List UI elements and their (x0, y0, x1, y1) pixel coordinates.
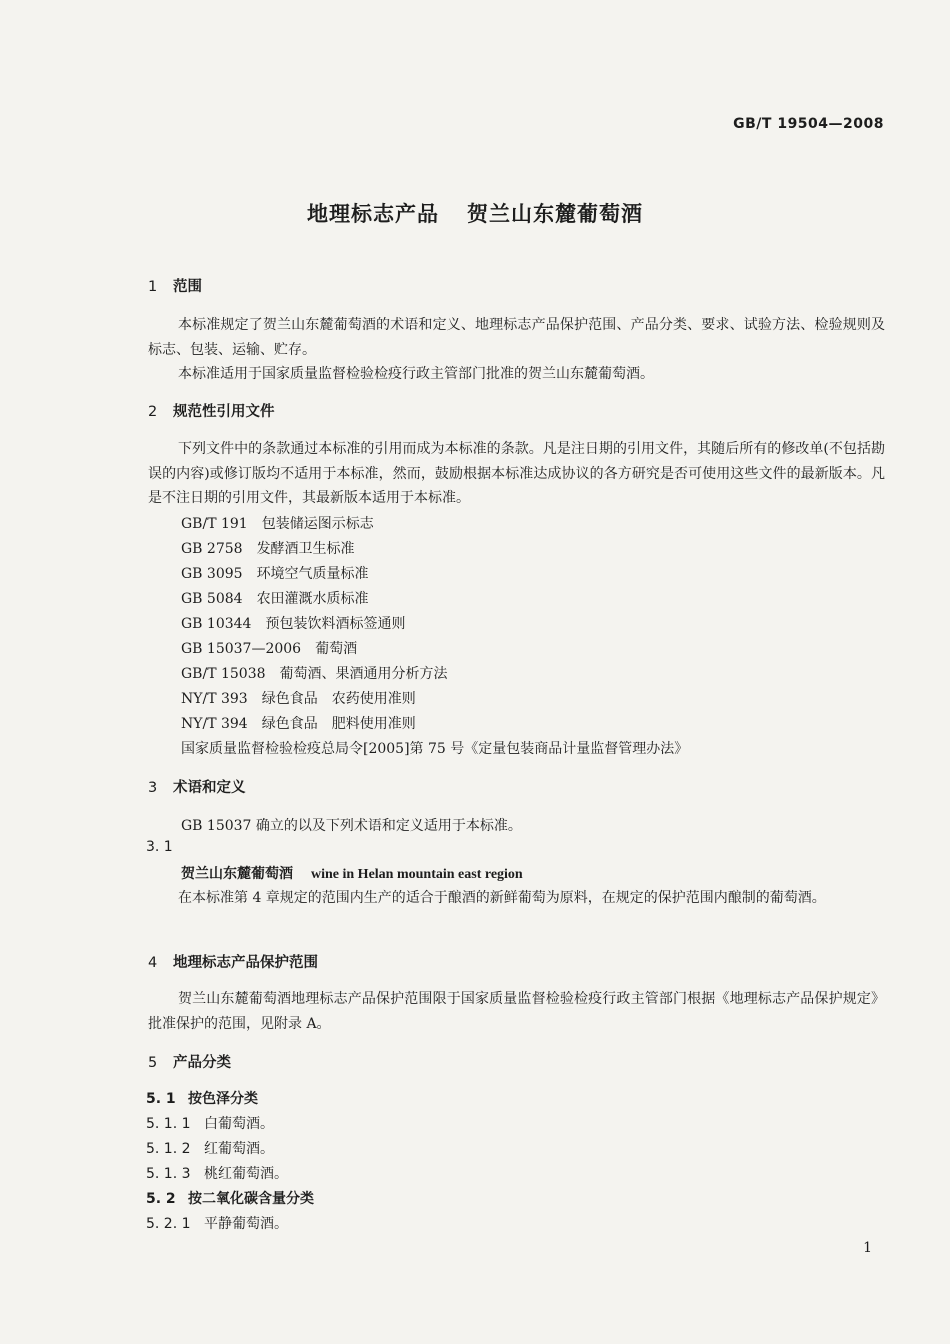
section-title: 范围 (173, 279, 202, 295)
reference-name: 发酵酒卫生标准 (256, 541, 355, 557)
section-3-heading (148, 776, 246, 797)
section-1-paragraph-2: 本标准适用于国家质量监督检验检疫行政主管部门批准的贺兰山东麓葡萄酒。 (178, 366, 654, 382)
subsection-number: 5. 1. 1 (146, 1116, 191, 1132)
section-title: 术语和定义 (173, 780, 246, 796)
subsection-title: 按二氧化碳含量分类 (188, 1191, 314, 1207)
reference-name: 绿色食品 肥料使用准则 (261, 716, 416, 732)
page-number: 1 (863, 1240, 872, 1256)
subsection-text: 平静葡萄酒。 (204, 1216, 288, 1232)
reference-item (181, 513, 374, 533)
section-title: 规范性引用文件 (173, 404, 275, 420)
reference-name: 预包装饮料酒标签通则 (265, 616, 406, 632)
reference-name: 农田灌溉水质标准 (256, 591, 369, 607)
reference-name: 绿色食品 农药使用准则 (261, 691, 416, 707)
term-english: wine in Helan mountain east region (311, 867, 523, 882)
reference-item (181, 638, 357, 658)
section-1-paragraph-1: 本标准规定了贺兰山东麓葡萄酒的术语和定义、地理标志产品保护范围、产品分类、要求、试验方法、检验规则及标志、包装、运输、贮存。 (148, 317, 885, 358)
subsection-text: 桃红葡萄酒。 (204, 1166, 288, 1182)
subsection-3-1-number: 3. 1 (146, 839, 173, 855)
subsection-number: 5. 1. 3 (146, 1166, 191, 1182)
document-title (0, 198, 950, 228)
subsection-number: 5. 1 (146, 1091, 176, 1107)
reference-name: 葡萄酒、果酒通用分析方法 (279, 666, 448, 682)
subsection-5-1-1 (146, 1113, 274, 1133)
section-3-paragraph-1: GB 15037 确立的以及下列术语和定义适用于本标准。 (181, 818, 522, 834)
reference-item (181, 688, 416, 708)
section-2-paragraph-1: 下列文件中的条款通过本标准的引用而成为本标准的条款。凡是注日期的引用文件，其随后所有的修改单(不包括勘误的内容)或修订版均不适用于本标准，然而，鼓励根据本标准达成协议的各方研究是否可使用这些文件的最新版本。凡是不注日期的引用文件，其最新版本适用于本标准。 (148, 441, 885, 506)
term-entry (181, 863, 523, 883)
section-5-heading (148, 1051, 231, 1072)
subsection-5-1-3 (146, 1163, 288, 1183)
term-chinese: 贺兰山东麓葡萄酒 (181, 866, 293, 882)
subsection-number: 5. 1. 2 (146, 1141, 191, 1157)
section-1-heading (148, 275, 202, 296)
subsection-text: 红葡萄酒。 (204, 1141, 274, 1157)
reference-item (181, 713, 416, 733)
subsection-5-1-2 (146, 1138, 274, 1158)
section-number: 3 (148, 780, 158, 796)
subsection-5-2-1 (146, 1213, 288, 1233)
reference-name: 包装储运图示标志 (261, 516, 374, 532)
subsection-5-1 (146, 1088, 258, 1108)
section-4-heading (148, 951, 318, 972)
section-4-paragraph-1: 贺兰山东麓葡萄酒地理标志产品保护范围限于国家质量监督检验检疫行政主管部门根据《地理标志产品保护规定》批准保护的范围，见附录 A。 (148, 991, 885, 1032)
reference-item (181, 588, 369, 608)
section-number: 4 (148, 955, 158, 971)
term-definition: 在本标准第 4 章规定的范围内生产的适合于酿酒的新鲜葡萄为原料，在规定的保护范围内酿制的葡萄酒。 (178, 890, 826, 906)
reference-code: GB 10344 (181, 616, 252, 632)
subsection-text: 白葡萄酒。 (204, 1116, 274, 1132)
section-2-heading (148, 400, 275, 421)
section-title: 产品分类 (173, 1055, 231, 1071)
title-part-2: 贺兰山东麓葡萄酒 (467, 202, 643, 226)
standard-code: GB/T 19504—2008 (733, 116, 884, 132)
reference-code: NY/T 393 (181, 691, 248, 707)
section-number: 2 (148, 404, 158, 420)
subsection-number: 5. 2 (146, 1191, 176, 1207)
reference-code: GB 3095 (181, 566, 243, 582)
reference-item-decree: 国家质量监督检验检疫总局令[2005]第 75 号《定量包装商品计量监督管理办法》 (181, 741, 689, 757)
subsection-title: 按色泽分类 (188, 1091, 258, 1107)
reference-code: GB 2758 (181, 541, 243, 557)
reference-code: GB/T 15038 (181, 666, 266, 682)
subsection-5-2 (146, 1188, 314, 1208)
reference-item (181, 538, 355, 558)
section-title: 地理标志产品保护范围 (173, 955, 318, 971)
reference-code: GB 5084 (181, 591, 243, 607)
subsection-number: 5. 2. 1 (146, 1216, 191, 1232)
title-part-1: 地理标志产品 (307, 202, 439, 226)
section-number: 5 (148, 1055, 158, 1071)
reference-item (181, 613, 405, 633)
reference-item (181, 663, 448, 683)
section-number: 1 (148, 279, 158, 295)
reference-code: GB 15037—2006 (181, 641, 302, 657)
reference-name: 环境空气质量标准 (256, 566, 369, 582)
reference-item (181, 563, 369, 583)
reference-name: 葡萄酒 (315, 641, 358, 657)
reference-code: GB/T 191 (181, 516, 248, 532)
reference-code: NY/T 394 (181, 716, 248, 732)
